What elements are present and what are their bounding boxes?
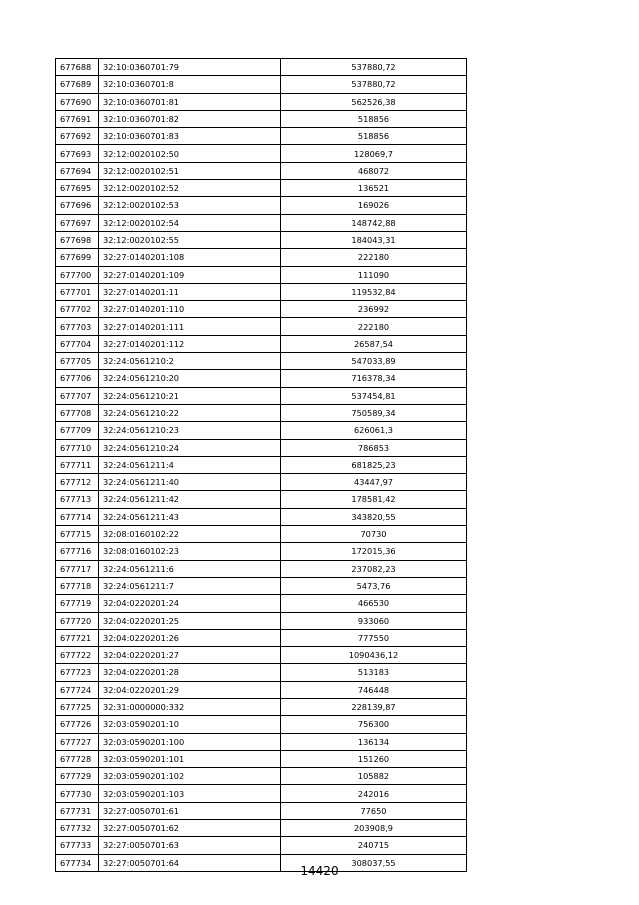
value-cell: 756300: [281, 716, 467, 733]
value-cell: 228139,87: [281, 698, 467, 715]
table-row: [56, 595, 467, 612]
table-row: [56, 768, 467, 785]
row-id-cell: 677727: [56, 733, 99, 750]
value-cell: 151260: [281, 750, 467, 767]
row-id-cell: 677706: [56, 370, 99, 387]
row-id-cell: 677700: [56, 266, 99, 283]
value-cell: 26587,54: [281, 335, 467, 352]
table-row: [56, 422, 467, 439]
value-cell: 746448: [281, 681, 467, 698]
table-row: [56, 76, 467, 93]
table-row: [56, 785, 467, 802]
table-row: [56, 733, 467, 750]
row-id-cell: 677701: [56, 283, 99, 300]
table-row: [56, 301, 467, 318]
value-cell: 203908,9: [281, 820, 467, 837]
cadastral-code-cell: 32:12:0020102:50: [99, 145, 281, 162]
row-id-cell: 677719: [56, 595, 99, 612]
row-id-cell: 677699: [56, 249, 99, 266]
page-number: 14420: [300, 864, 339, 878]
value-cell: 513183: [281, 664, 467, 681]
value-cell: 240715: [281, 837, 467, 854]
row-id-cell: 677711: [56, 456, 99, 473]
value-cell: 128069,7: [281, 145, 467, 162]
cadastral-code-cell: 32:27:0140201:112: [99, 335, 281, 352]
cadastral-code-cell: 32:04:0220201:27: [99, 647, 281, 664]
cadastral-code-cell: 32:10:0360701:81: [99, 93, 281, 110]
value-cell: 237082,23: [281, 560, 467, 577]
row-id-cell: 677712: [56, 474, 99, 491]
row-id-cell: 677713: [56, 491, 99, 508]
row-id-cell: 677724: [56, 681, 99, 698]
cadastral-code-cell: 32:24:0561211:4: [99, 456, 281, 473]
table-row: [56, 145, 467, 162]
table-row: [56, 820, 467, 837]
cadastral-code-cell: 32:24:0561211:42: [99, 491, 281, 508]
table-row: [56, 353, 467, 370]
table-row: [56, 577, 467, 594]
cadastral-code-cell: 32:24:0561210:22: [99, 404, 281, 421]
table-row: [56, 318, 467, 335]
value-cell: 169026: [281, 197, 467, 214]
value-cell: 518856: [281, 128, 467, 145]
data-table: [55, 58, 467, 872]
table-row: [56, 370, 467, 387]
table-row: [56, 698, 467, 715]
cadastral-code-cell: 32:27:0140201:108: [99, 249, 281, 266]
cadastral-code-cell: 32:03:0590201:101: [99, 750, 281, 767]
table-row: [56, 750, 467, 767]
cadastral-code-cell: 32:12:0020102:53: [99, 197, 281, 214]
table-row: [56, 612, 467, 629]
row-id-cell: 677734: [56, 854, 99, 871]
table-row: [56, 439, 467, 456]
table-row: [56, 629, 467, 646]
row-id-cell: 677714: [56, 508, 99, 525]
cadastral-code-cell: 32:24:0561211:6: [99, 560, 281, 577]
value-cell: 77650: [281, 802, 467, 819]
cadastral-code-cell: 32:03:0590201:100: [99, 733, 281, 750]
value-cell: 537880,72: [281, 76, 467, 93]
table-row: [56, 162, 467, 179]
row-id-cell: 677730: [56, 785, 99, 802]
table-row: [56, 404, 467, 421]
value-cell: 5473,76: [281, 577, 467, 594]
table-row: [56, 802, 467, 819]
row-id-cell: 677728: [56, 750, 99, 767]
row-id-cell: 677693: [56, 145, 99, 162]
row-id-cell: 677692: [56, 128, 99, 145]
value-cell: 184043,31: [281, 231, 467, 248]
row-id-cell: 677708: [56, 404, 99, 421]
cadastral-code-cell: 32:24:0561210:21: [99, 387, 281, 404]
cadastral-code-cell: 32:27:0050701:63: [99, 837, 281, 854]
value-cell: 222180: [281, 249, 467, 266]
table-row: [56, 197, 467, 214]
cadastral-code-cell: 32:10:0360701:82: [99, 110, 281, 127]
value-cell: 70730: [281, 526, 467, 543]
table-row: [56, 93, 467, 110]
row-id-cell: 677709: [56, 422, 99, 439]
cadastral-code-cell: 32:08:0160102:22: [99, 526, 281, 543]
cadastral-code-cell: 32:24:0561210:2: [99, 353, 281, 370]
row-id-cell: 677717: [56, 560, 99, 577]
row-id-cell: 677732: [56, 820, 99, 837]
cadastral-code-cell: 32:27:0050701:62: [99, 820, 281, 837]
value-cell: 308037,55: [281, 854, 467, 871]
row-id-cell: 677691: [56, 110, 99, 127]
cadastral-code-cell: 32:24:0561211:40: [99, 474, 281, 491]
value-cell: 242016: [281, 785, 467, 802]
table-row: [56, 491, 467, 508]
row-id-cell: 677726: [56, 716, 99, 733]
cadastral-code-cell: 32:12:0020102:51: [99, 162, 281, 179]
cadastral-code-cell: 32:27:0050701:61: [99, 802, 281, 819]
cadastral-code-cell: 32:10:0360701:8: [99, 76, 281, 93]
row-id-cell: 677702: [56, 301, 99, 318]
cadastral-code-cell: 32:24:0561211:43: [99, 508, 281, 525]
table-row: [56, 231, 467, 248]
table-body: [56, 59, 467, 872]
value-cell: 1090436,12: [281, 647, 467, 664]
table-row: [56, 387, 467, 404]
value-cell: 518856: [281, 110, 467, 127]
cadastral-code-cell: 32:24:0561210:24: [99, 439, 281, 456]
row-id-cell: 677688: [56, 59, 99, 76]
row-id-cell: 677698: [56, 231, 99, 248]
table-row: [56, 180, 467, 197]
cadastral-code-cell: 32:24:0561210:20: [99, 370, 281, 387]
table-row: [56, 560, 467, 577]
table-row: [56, 249, 467, 266]
value-cell: 468072: [281, 162, 467, 179]
cadastral-code-cell: 32:08:0160102:23: [99, 543, 281, 560]
value-cell: 750589,34: [281, 404, 467, 421]
cadastral-code-cell: 32:12:0020102:55: [99, 231, 281, 248]
row-id-cell: 677707: [56, 387, 99, 404]
cadastral-code-cell: 32:12:0020102:54: [99, 214, 281, 231]
row-id-cell: 677715: [56, 526, 99, 543]
row-id-cell: 677689: [56, 76, 99, 93]
row-id-cell: 677725: [56, 698, 99, 715]
value-cell: 136521: [281, 180, 467, 197]
value-cell: 537880,72: [281, 59, 467, 76]
table-row: [56, 647, 467, 664]
table-row: [56, 681, 467, 698]
value-cell: 222180: [281, 318, 467, 335]
table-row: [56, 543, 467, 560]
value-cell: 681825,23: [281, 456, 467, 473]
row-id-cell: 677731: [56, 802, 99, 819]
row-id-cell: 677703: [56, 318, 99, 335]
row-id-cell: 677722: [56, 647, 99, 664]
value-cell: 43447,97: [281, 474, 467, 491]
row-id-cell: 677704: [56, 335, 99, 352]
value-cell: 466530: [281, 595, 467, 612]
table-row: [56, 214, 467, 231]
value-cell: 178581,42: [281, 491, 467, 508]
table-row: [56, 456, 467, 473]
cadastral-code-cell: 32:04:0220201:26: [99, 629, 281, 646]
table-row: [56, 110, 467, 127]
table-row: [56, 474, 467, 491]
value-cell: 343820,55: [281, 508, 467, 525]
value-cell: 933060: [281, 612, 467, 629]
cadastral-code-cell: 32:04:0220201:29: [99, 681, 281, 698]
table-row: [56, 716, 467, 733]
row-id-cell: 677705: [56, 353, 99, 370]
row-id-cell: 677694: [56, 162, 99, 179]
row-id-cell: 677697: [56, 214, 99, 231]
table-row: [56, 283, 467, 300]
row-id-cell: 677710: [56, 439, 99, 456]
cadastral-code-cell: 32:27:0140201:111: [99, 318, 281, 335]
value-cell: 786853: [281, 439, 467, 456]
row-id-cell: 677721: [56, 629, 99, 646]
value-cell: 626061,3: [281, 422, 467, 439]
row-id-cell: 677690: [56, 93, 99, 110]
cadastral-code-cell: 32:04:0220201:28: [99, 664, 281, 681]
cadastral-code-cell: 32:24:0561211:7: [99, 577, 281, 594]
cadastral-code-cell: 32:27:0050701:64: [99, 854, 281, 871]
value-cell: 172015,36: [281, 543, 467, 560]
row-id-cell: 677718: [56, 577, 99, 594]
row-id-cell: 677695: [56, 180, 99, 197]
cadastral-code-cell: 32:27:0140201:109: [99, 266, 281, 283]
cadastral-code-cell: 32:10:0360701:79: [99, 59, 281, 76]
cadastral-code-cell: 32:04:0220201:25: [99, 612, 281, 629]
value-cell: 136134: [281, 733, 467, 750]
value-cell: 105882: [281, 768, 467, 785]
cadastral-code-cell: 32:27:0140201:11: [99, 283, 281, 300]
table-row: [56, 508, 467, 525]
cadastral-code-cell: 32:03:0590201:103: [99, 785, 281, 802]
value-cell: 777550: [281, 629, 467, 646]
row-id-cell: 677733: [56, 837, 99, 854]
row-id-cell: 677716: [56, 543, 99, 560]
table-row: [56, 837, 467, 854]
cadastral-code-cell: 32:27:0140201:110: [99, 301, 281, 318]
value-cell: 716378,34: [281, 370, 467, 387]
cadastral-code-cell: 32:24:0561210:23: [99, 422, 281, 439]
row-id-cell: 677696: [56, 197, 99, 214]
row-id-cell: 677720: [56, 612, 99, 629]
table-row: [56, 59, 467, 76]
value-cell: 562526,38: [281, 93, 467, 110]
value-cell: 148742,88: [281, 214, 467, 231]
cadastral-code-cell: 32:03:0590201:102: [99, 768, 281, 785]
table-row: [56, 664, 467, 681]
cadastral-code-cell: 32:12:0020102:52: [99, 180, 281, 197]
table-row: [56, 526, 467, 543]
table-row: [56, 335, 467, 352]
value-cell: 547033,89: [281, 353, 467, 370]
row-id-cell: 677723: [56, 664, 99, 681]
table-row: [56, 128, 467, 145]
cadastral-code-cell: 32:04:0220201:24: [99, 595, 281, 612]
table-row: [56, 266, 467, 283]
cadastral-code-cell: 32:03:0590201:10: [99, 716, 281, 733]
value-cell: 537454,81: [281, 387, 467, 404]
cadastral-code-cell: 32:31:0000000:332: [99, 698, 281, 715]
value-cell: 111090: [281, 266, 467, 283]
cadastral-code-cell: 32:10:0360701:83: [99, 128, 281, 145]
value-cell: 236992: [281, 301, 467, 318]
row-id-cell: 677729: [56, 768, 99, 785]
value-cell: 119532,84: [281, 283, 467, 300]
